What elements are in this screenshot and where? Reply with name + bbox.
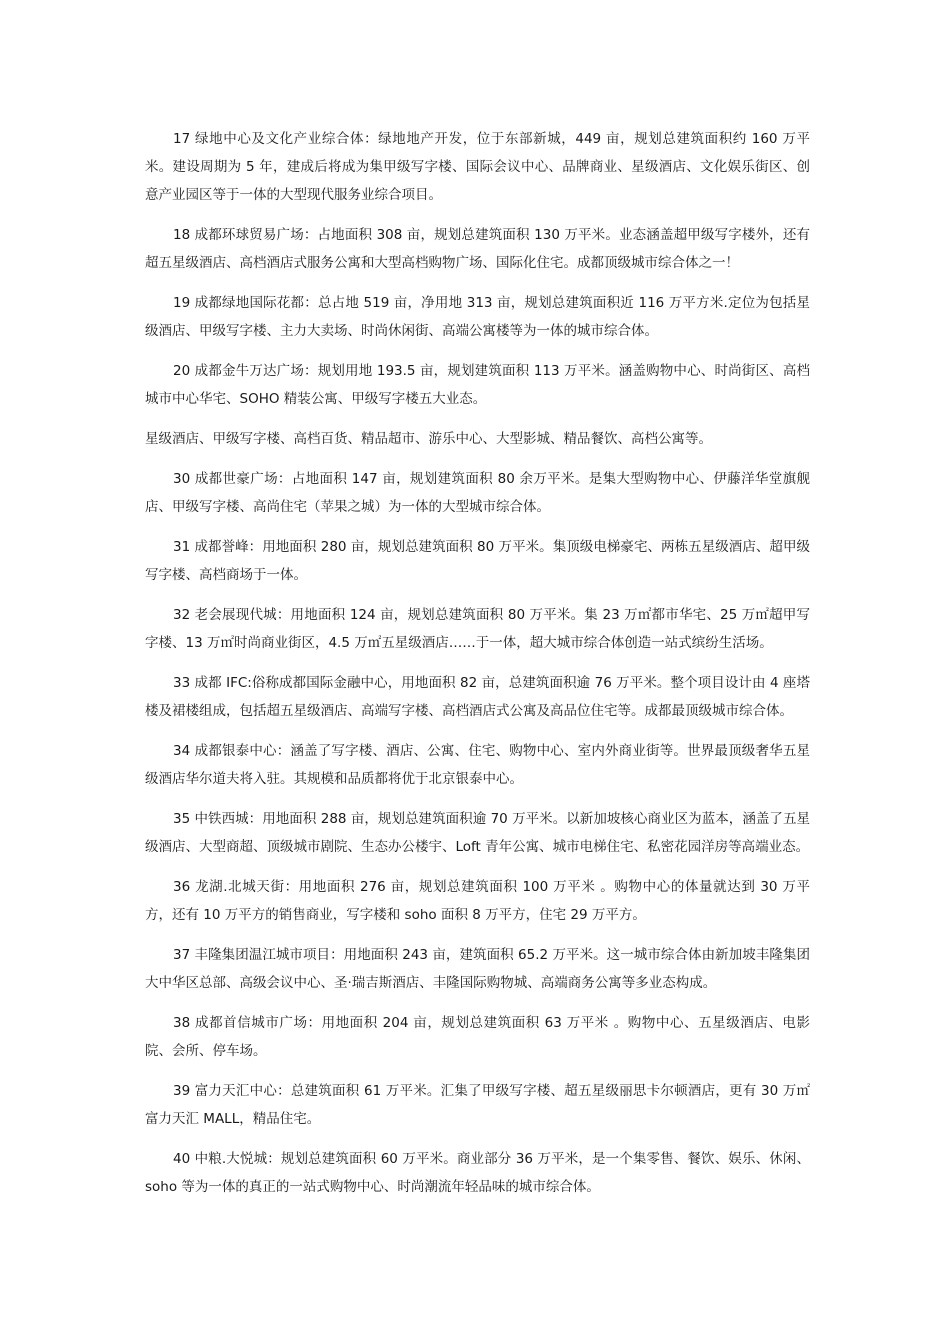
paragraph-39: 39 富力天汇中心：总建筑面积 61 万平米。汇集了甲级写字楼、超五星级丽思卡尔顿酒店，更有 30 万㎡富力天汇 MALL，精品住宅。	[145, 1083, 810, 1127]
paragraph-36: 36 龙湖.北城天街：用地面积 276 亩，规划总建筑面积 100 万平米 。购物中心的体量就达到 30 万平方，还有 10 万平方的销售商业，写字楼和 soho 面积 8 万平方，住宅 29 万平方。	[145, 879, 810, 923]
paragraph-30: 30 成都世豪广场：占地面积 147 亩，规划建筑面积 80 余万平米。是集大型购物中心、伊藤洋华堂旗舰店、甲级写字楼、高尚住宅（苹果之城）为一体的大型城市综合体。	[145, 471, 810, 515]
document-body	[145, 125, 810, 1213]
paragraph-19: 19 成都绿地国际花都：总占地 519 亩，净用地 313 亩，规划总建筑面积近 116 万平方米.定位为包括星级酒店、甲级写字楼、主力大卖场、时尚休闲街、高端公寓楼等为一体的城市综合体。	[145, 295, 810, 339]
paragraph-20: 20 成都金牛万达广场：规划用地 193.5 亩，规划建筑面积 113 万平米。涵盖购物中心、时尚街区、高档城市中心华宅、SOHO 精装公寓、甲级写字楼五大业态。	[145, 363, 810, 407]
paragraph-37: 37 丰隆集团温江城市项目：用地面积 243 亩，建筑面积 65.2 万平米。这一城市综合体由新加坡丰隆集团大中华区总部、高级会议中心、圣·瑞吉斯酒店、丰隆国际购物城、高端商务公寓等多业态构成。	[145, 947, 810, 991]
paragraph-35: 35 中铁西城：用地面积 288 亩，规划总建筑面积逾 70 万平米。以新加坡核心商业区为蓝本，涵盖了五星级酒店、大型商超、顶级城市剧院、生态办公楼宇、Loft 青年公寓、城市电梯住宅、私密花园洋房等高端业态。	[145, 811, 810, 855]
paragraph-34: 34 成都银泰中心：涵盖了写字楼、酒店、公寓、住宅、购物中心、室内外商业街等。世界最顶级奢华五星级酒店华尔道夫将入驻。其规模和品质都将优于北京银泰中心。	[145, 743, 810, 787]
paragraph-fragment: 星级酒店、甲级写字楼、高档百货、精品超市、游乐中心、大型影城、精品餐饮、高档公寓等。	[145, 431, 712, 447]
paragraph-18: 18 成都环球贸易广场：占地面积 308 亩，规划总建筑面积 130 万平米。业态涵盖超甲级写字楼外，还有超五星级酒店、高档酒店式服务公寓和大型高档购物广场、国际化住宅。成都顶级城市综合体之一！	[145, 227, 810, 271]
paragraph-40: 40 中粮.大悦城：规划总建筑面积 60 万平米。商业部分 36 万平米，是一个集零售、餐饮、娱乐、休闲、soho 等为一体的真正的一站式购物中心、时尚潮流年轻品味的城市综合体。	[145, 1151, 810, 1195]
paragraph-31: 31 成都誉峰：用地面积 280 亩，规划总建筑面积 80 万平米。集顶级电梯豪宅、两栋五星级酒店、超甲级写字楼、高档商场于一体。	[145, 539, 810, 583]
paragraph-17: 17 绿地中心及文化产业综合体：绿地地产开发，位于东部新城，449 亩，规划总建筑面积约 160 万平米。建设周期为 5 年，建成后将成为集甲级写字楼、国际会议中心、品牌商业、星级酒店、文化娱乐街区、创意产业园区等于一体的大型现代服务业综合项目。	[145, 131, 810, 203]
paragraph-32: 32 老会展现代城：用地面积 124 亩，规划总建筑面积 80 万平米。集 23 万㎡都市华宅、25 万㎡超甲写字楼、13 万㎡时尚商业街区，4.5 万㎡五星级酒店……于一体，超大城市综合体创造一站式缤纷生活场。	[145, 607, 810, 651]
paragraph-33: 33 成都 IFC:俗称成都国际金融中心，用地面积 82 亩，总建筑面积逾 76 万平米。整个项目设计由 4 座塔楼及裙楼组成，包括超五星级酒店、高端写字楼、高档酒店式公寓及高品位住宅等。成都最顶级城市综合体。	[145, 675, 810, 719]
paragraph-38: 38 成都首信城市广场：用地面积 204 亩，规划总建筑面积 63 万平米 。购物中心、五星级酒店、电影院、会所、停车场。	[145, 1015, 810, 1059]
